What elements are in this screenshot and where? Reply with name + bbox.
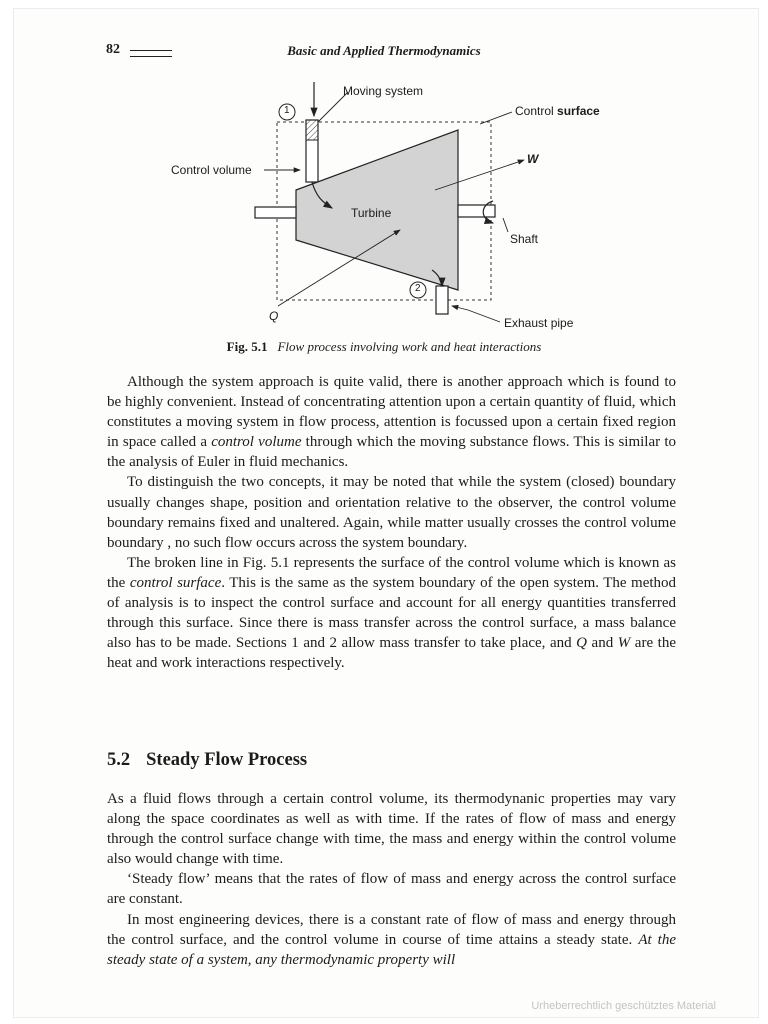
- paragraph-text: The broken line in Fig. 5.1 represents the surface of the control volume which is known as the: [107, 554, 676, 591]
- paragraph: [107, 910, 676, 970]
- paragraph-text: Although the system approach is quite valid, there is another approach which is found to be highly convenient. Instead of concentrating attention upon a certain quantity of fluid, which constitutes a moving system in flow process, attention is focussed upon a certain fixed region in space called a: [107, 374, 676, 451]
- control-surface-label: [515, 104, 600, 118]
- figure-caption-text: Flow process involving work and heat interactions: [277, 339, 542, 354]
- paragraph-text: To distinguish the two concepts, it may be noted that while the system (closed) boundary usually changes shape, position and orientation relative to the observer, the control volume boundary remains fixed and unaltered. Again, while matter usually crosses the control volume boundary , no such flow occurs across the system boundary.: [107, 474, 676, 551]
- paragraph: [107, 869, 676, 909]
- control-volume-label: Control volume: [171, 163, 252, 177]
- paragraph-text: As a fluid flows through a certain control volume, its thermodynanic properties may vary along the space coordinates as well as with time. If the rates of flow of mass and energy through the control surface change with time, the mass and energy within the control volume also would change with time.: [107, 791, 676, 868]
- section-heading: [107, 750, 307, 771]
- figure-caption-number: Fig. 5.1: [226, 339, 268, 354]
- moving-system-label: Moving system: [343, 84, 424, 98]
- paragraph-text: are the heat and work interactions respectively.: [107, 635, 676, 672]
- exhaust-pipe-label: Exhaust pipe: [504, 316, 574, 330]
- paragraph-text: . This is the same as the system boundary of the open system. The method of analysis is to inspect the control surface and account for all energy quantities transferred through this surface. Since there is mass transfer across the control surface, a mass balance also has to be made. Sections 1 and 2 allow mass transfer to take place, and: [107, 574, 677, 652]
- moving-system-element: [306, 120, 318, 140]
- paragraph-text: through which the moving substance flows. This is similar to the analysis of Euler in fluid mechanics.: [107, 434, 676, 471]
- control-surface-leader: [480, 112, 512, 124]
- figure-turbine-diagram: [160, 78, 620, 336]
- paragraph: [107, 553, 676, 674]
- left-shaft: [255, 207, 296, 218]
- turbine-label: Turbine: [351, 206, 392, 220]
- copyright-watermark: Urheberrechtlich geschütztes Material: [531, 1000, 716, 1012]
- paragraph: [107, 472, 676, 552]
- emphasis-control-surface: control surface: [129, 574, 222, 591]
- section-number: 5.2: [107, 750, 131, 770]
- exhaust-pipe-leader: [452, 306, 500, 322]
- control-surface-label-part2: surface: [557, 104, 600, 118]
- paragraph: [107, 372, 676, 472]
- section-2-label: 2: [415, 283, 421, 294]
- page-header: [0, 42, 768, 64]
- section-1-label: 1: [284, 105, 290, 116]
- paragraph: [107, 789, 676, 869]
- emphasis-steady-state: At the steady state of a system, any thermodynamic property will: [107, 931, 677, 968]
- body-text-intro: [107, 372, 676, 673]
- heat-label: Q: [269, 309, 279, 323]
- paragraph-text: and: [587, 635, 618, 652]
- figure-caption: [0, 339, 768, 355]
- exhaust-pipe: [436, 286, 448, 314]
- control-surface-label-part1: Control: [515, 104, 558, 118]
- paragraph-text: ‘Steady flow’ means that the rates of flow of mass and energy across the control surface are constant.: [107, 871, 676, 908]
- paragraph-text: In most engineering devices, there is a constant rate of flow of mass and energy through the control surface, and the control volume in course of time attains a steady state.: [107, 911, 676, 948]
- page-number: 82: [106, 42, 120, 57]
- shaft: [458, 205, 495, 217]
- symbol-w: W: [617, 635, 631, 652]
- work-label: W: [527, 152, 539, 166]
- symbol-q: Q: [576, 635, 588, 652]
- shaft-label: Shaft: [510, 232, 539, 246]
- body-text-section: [107, 789, 676, 970]
- emphasis-control-volume: control volume: [211, 434, 302, 451]
- section-title: Steady Flow Process: [146, 750, 308, 770]
- shaft-leader: [503, 218, 508, 232]
- running-title: Basic and Applied Thermodynamics: [287, 43, 481, 58]
